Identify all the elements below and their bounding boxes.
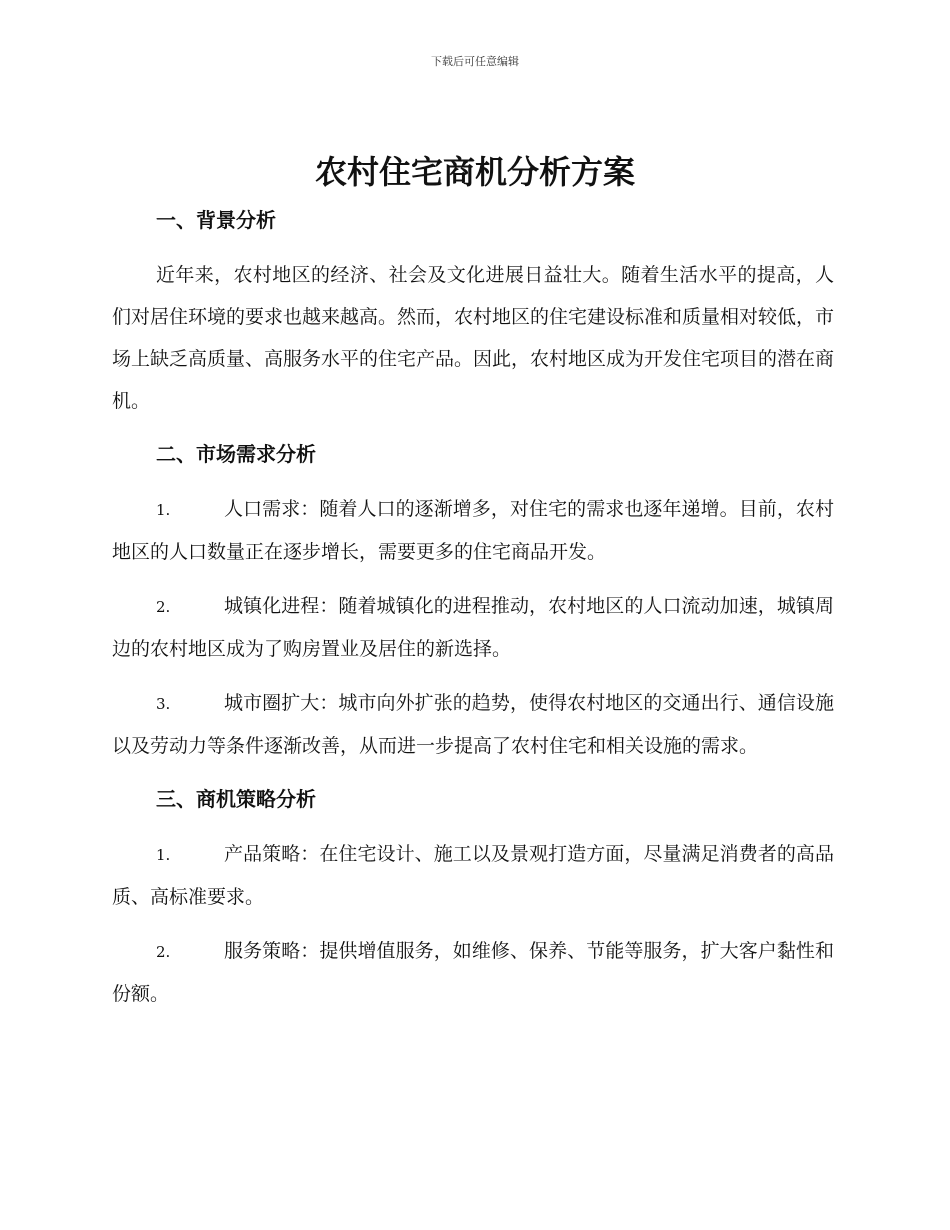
list-item bbox=[112, 585, 834, 670]
section-heading-background: 一、背景分析 bbox=[156, 208, 276, 232]
list-item-text: 服务策略：提供增值服务，如维修、保养、节能等服务，扩大客户黏性和份额。 bbox=[112, 940, 834, 1005]
section-heading-business-strategy: 三、商机策略分析 bbox=[156, 787, 316, 811]
list-item-number: 2. bbox=[156, 943, 171, 961]
list-item bbox=[112, 930, 834, 1015]
list-item-number: 2. bbox=[156, 598, 171, 616]
section-heading-market-demand: 二、市场需求分析 bbox=[156, 442, 316, 466]
background-paragraph: 近年来，农村地区的经济、社会及文化进展日益壮大。随着生活水平的提高，人们对居住环境的要求也越来越高。然而，农村地区的住宅建设标准和质量相对较低，市场上缺乏高质量、高服务水平的住宅产品。因此，农村地区成为开发住宅项目的潜在商机。 bbox=[112, 264, 835, 412]
list-item-text: 城镇化进程：随着城镇化的进程推动，农村地区的人口流动加速，城镇周边的农村地区成为了购房置业及居住的新选择。 bbox=[112, 595, 834, 660]
list-item-number: 3. bbox=[156, 695, 171, 713]
list-item bbox=[112, 488, 834, 573]
list-item bbox=[112, 682, 834, 767]
page-header-note: 下载后可任意编辑 bbox=[431, 55, 519, 68]
list-item-text: 城市圈扩大：城市向外扩张的趋势，使得农村地区的交通出行、通信设施以及劳动力等条件逐渐改善，从而进一步提高了农村住宅和相关设施的需求。 bbox=[112, 692, 834, 757]
list-item-text: 人口需求：随着人口的逐渐增多，对住宅的需求也逐年递增。目前，农村地区的人口数量正在逐步增长，需要更多的住宅商品开发。 bbox=[112, 498, 834, 563]
list-item-text: 产品策略：在住宅设计、施工以及景观打造方面，尽量满足消费者的高品质、高标准要求。 bbox=[112, 843, 834, 908]
document-title: 农村住宅商机分析方案 bbox=[314, 153, 635, 191]
list-item-number: 1. bbox=[156, 501, 171, 519]
list-item-number: 1. bbox=[156, 846, 171, 864]
document-body bbox=[112, 200, 834, 1015]
list-item bbox=[112, 833, 834, 918]
